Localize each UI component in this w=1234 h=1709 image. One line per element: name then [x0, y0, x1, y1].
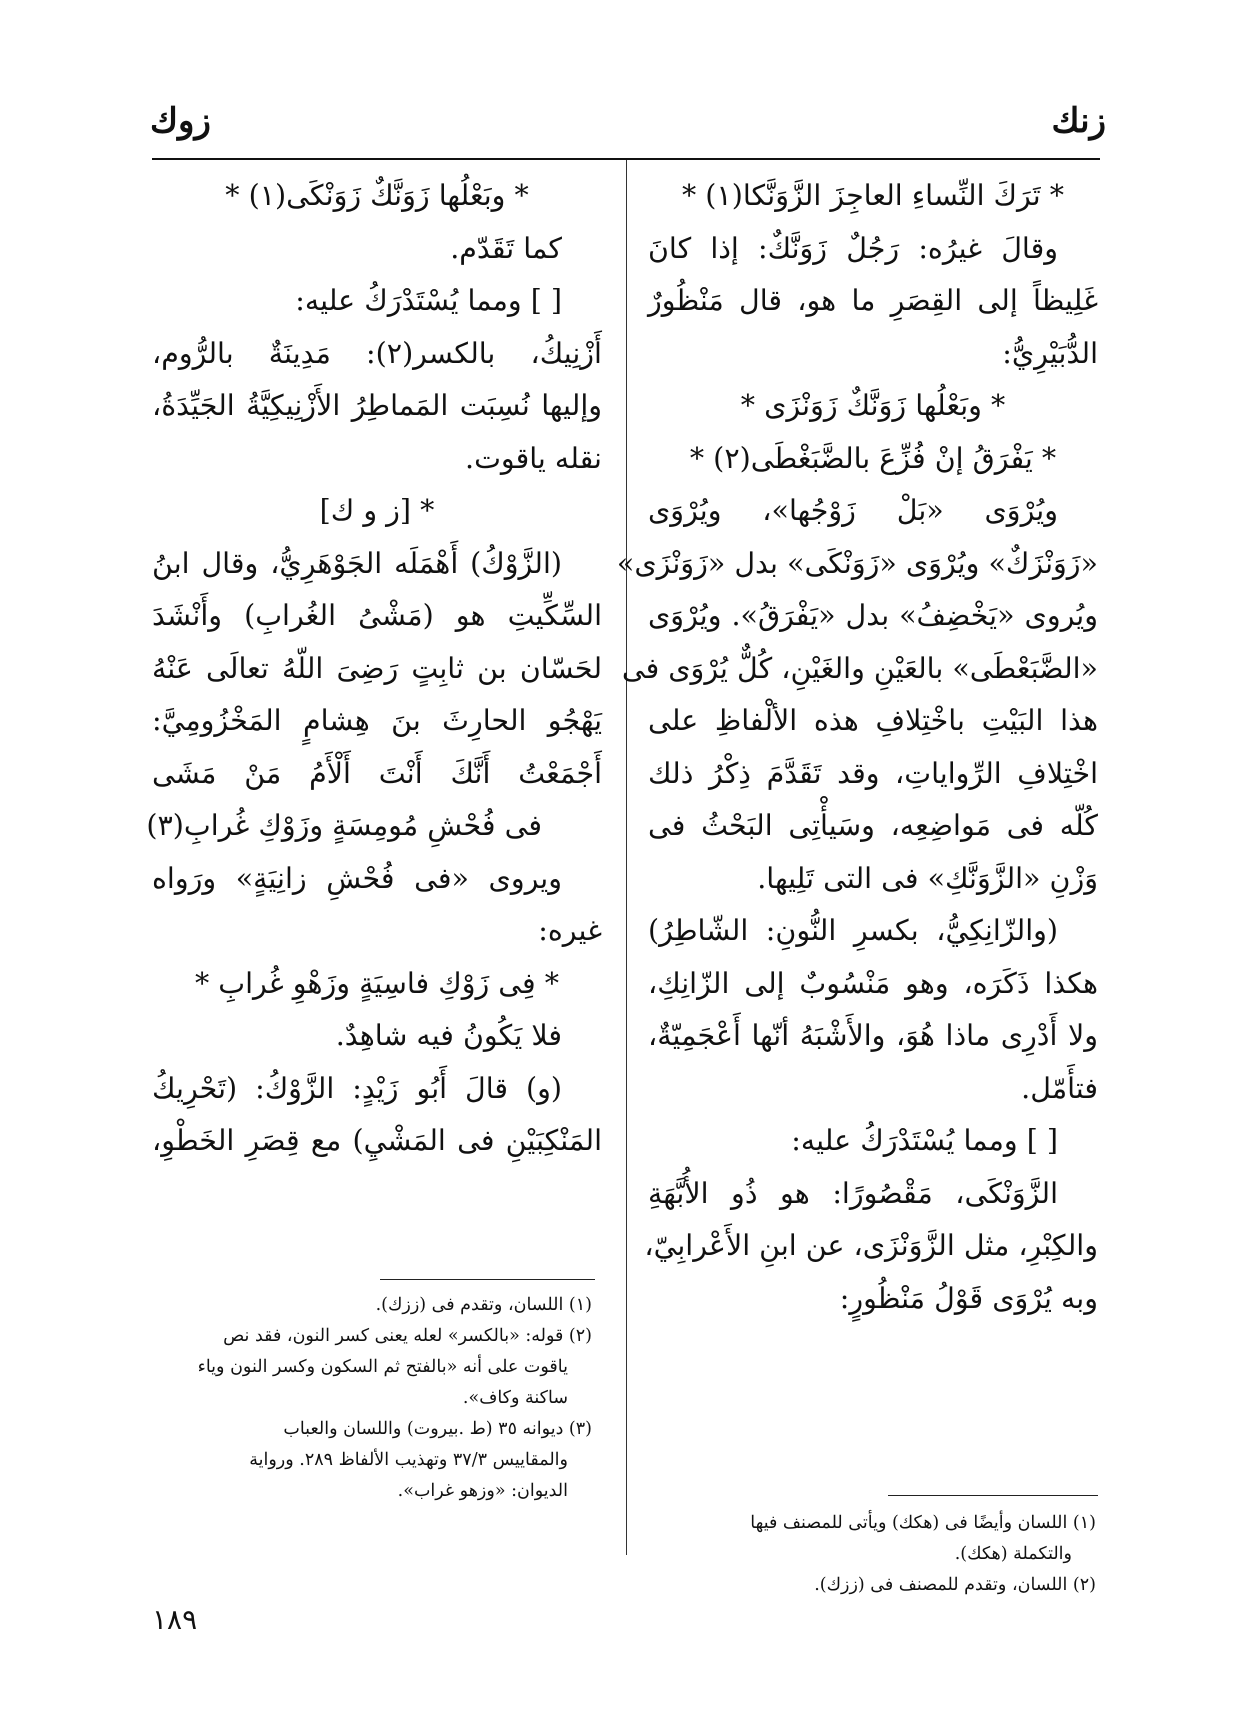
verse-line: * فِى زَوْكِ فاسِيَةٍ وزَهْوِ غُرابِ * — [195, 966, 559, 1000]
text-line: الزَّوَنْكَى، مَقْصُورًا: هو ذُو الأُبَّهَةِ — [648, 1176, 1058, 1210]
text-line: فتأَمّل. — [1021, 1071, 1098, 1105]
footnote: ساكنة وكاف». — [462, 1388, 568, 1408]
text-line: كُلّه فى مَواضِعِه، وسَيأْتِى البَحْثُ فى — [648, 809, 1098, 842]
text-line: غَلِيظاً إلى القِصَرِ ما هو، قال مَنْظُورٌ — [648, 284, 1098, 317]
footnote: ياقوت على أنه «بالفتح ثم السكون وكسر النون وياء — [197, 1357, 568, 1377]
footnotes-right — [658, 1508, 1096, 1601]
supplement-heading: [ ] ومما يُسْتَدْرَكُ عليه: — [791, 1124, 1058, 1157]
column-divider — [626, 160, 627, 1555]
text-line: هذا البَيْتِ باخْتِلافِ هذه الألْفاظِ على — [648, 704, 1098, 737]
text-line: وَزْنِ «الزَّوَنَّكِ» فى التى تَلِيها. — [757, 861, 1098, 895]
footnote: الديوان: «وزهو غراب». — [397, 1481, 568, 1501]
text-line: (و) قالَ أَبُو زَيْدٍ: الزَّوْكُ: (تَحْرِيكُ — [152, 1071, 562, 1105]
text-line: نقله ياقوت. — [465, 441, 602, 475]
text-line: أَزْنِيكُ، بالكسر(٢): مَدِينَةٌ بالرُّوم، — [152, 336, 602, 370]
text-line: وبه يُرْوَى قَوْلُ مَنْظُورٍ: — [839, 1281, 1098, 1315]
footnote-rule-right — [888, 1495, 1098, 1496]
footnote: (٣) ديوانه ٣٥ (ط .بيروت) واللسان والعباب — [283, 1419, 592, 1439]
text-line: هكذا ذَكَرَه، وهو مَنْسُوبٌ إلى الزّانِكِ، — [648, 966, 1098, 1000]
text-line: السِّكِّيتِ هو (مَشْىُ الغُرابِ) وأَنْشَدَ — [152, 599, 602, 632]
running-header-left: زوك — [150, 101, 211, 141]
text-line: اخْتِلافِ الرِّواياتِ، وقد تَقَدَّمَ ذِكْرُ ذلك — [648, 756, 1098, 790]
text-line: الدُّبَيْرِيُّ: — [1002, 336, 1098, 370]
verse-line: * وبَعْلُها زَوَنَّكٌ زَوَنْزَى * — [740, 389, 1006, 422]
entry-heading: * [ز و ك] — [319, 494, 435, 527]
footnote: والتكملة (هكك). — [954, 1544, 1072, 1564]
footnote-rule-left — [380, 1279, 595, 1280]
text-line: وقالَ غيرُه: رَجُلٌ زَوَنَّكٌ: إذا كانَ — [648, 231, 1058, 265]
footnotes-left — [158, 1290, 592, 1507]
right-column — [616, 170, 1098, 1325]
verse-line: * يَفْرَقُ إنْ فُزِّعَ بالضَّبَغْطَى(٢) * — [689, 441, 1057, 475]
footnote: (٢) اللسان، وتقدم للمصنف فى (ززك). — [814, 1575, 1096, 1595]
text-line: «زَوَنْزَكٌ» ويُرْوَى «زَوَنْكَى» بدل «زَوَنْزَى» — [616, 546, 1098, 580]
verse-line: * وبَعْلُها زَوَنَّكٌ زَوَنْكَى(١) * — [225, 179, 529, 212]
text-line: فلا يَكُونُ فيه شاهِدٌ. — [335, 1019, 562, 1052]
text-line: ويُروى «يَخْضِفُ» بدل «يَفْرَقُ». ويُرْوَى — [648, 599, 1098, 632]
text-line: المَنْكِبَيْنِ فى المَشْيِ) مع قِصَرِ الخَطْوِ، — [152, 1124, 602, 1157]
text-line: ويروى «فى فُحْشِ زانِيَةٍ» ورَواه — [152, 861, 562, 895]
verse-hemistich: فى فُحْشِ مُومِسَةٍ وزَوْكِ غُرابِ(٣) — [146, 809, 542, 842]
text-line: (والزّانِكِيُّ، بكسرِ النُّونِ: الشّاطِرُ) — [648, 914, 1058, 947]
verse-hemistich: أَجْمَعْتُ أَنَّكَ أَنْتَ أَلْأَمُ مَنْ مَشَى — [152, 756, 602, 790]
text-line: وإليها نُسِبَت المَماطِرُ الأَزْنِيكِيَّةُ الجَيِّدَةُ، — [152, 389, 602, 422]
text-line: لحَسّان بن ثابِتٍ رَضِىَ اللّهُ تعالَى عَنْهُ — [152, 651, 602, 685]
text-line: يَهْجُو الحارِثَ بنَ هِشامٍ المَخْزُومِيَّ: — [152, 704, 602, 737]
page-number: ١٨٩ — [152, 1603, 198, 1636]
supplement-heading: [ ] ومما يُسْتَدْرَكُ عليه: — [295, 284, 562, 317]
text-line: والكِبْرِ، مثل الزَّوَنْزَى، عن ابنِ الأَعْرابِيّ، — [644, 1229, 1098, 1262]
footnote: (٢) قوله: «بالكسر» لعله يعنى كسر النون، فقد نص — [223, 1326, 592, 1346]
footnote: (١) اللسان، وتقدم فى (ززك). — [375, 1295, 592, 1315]
verse-line: * تَرَكَ النِّساءِ العاجِزَ الزَّوَنَّكا(١) * — [681, 179, 1065, 212]
text-line: ويُرْوَى «بَلْ زَوْجُها»، ويُرْوَى — [648, 494, 1058, 527]
text-line: غيره: — [538, 914, 602, 947]
text-line: ولا أَدْرِى ماذا هُوَ، والأَشْبَهُ أنّها أَعْجَمِيّةٌ، — [648, 1019, 1098, 1052]
running-header-right: زنك — [1051, 101, 1106, 141]
text-line: (الزَّوْكُ) أَهْمَلَه الجَوْهَرِيُّ، وقال ابنُ — [152, 546, 562, 580]
text-line: «الضَّبَعْطَى» بالعَيْنِ والغَيْنِ، كُلٌّ يُرْوَى فى — [621, 651, 1098, 685]
footnote: والمقاييس ٣٧/٣ وتهذيب الألفاظ ٢٨٩. ورواية — [249, 1450, 568, 1470]
footnote: (١) اللسان وأيضًا فى (هكك) ويأتى للمصنف فيها — [750, 1513, 1096, 1533]
left-column — [146, 170, 602, 1168]
text-line: كما تَقَدّم. — [450, 231, 562, 265]
